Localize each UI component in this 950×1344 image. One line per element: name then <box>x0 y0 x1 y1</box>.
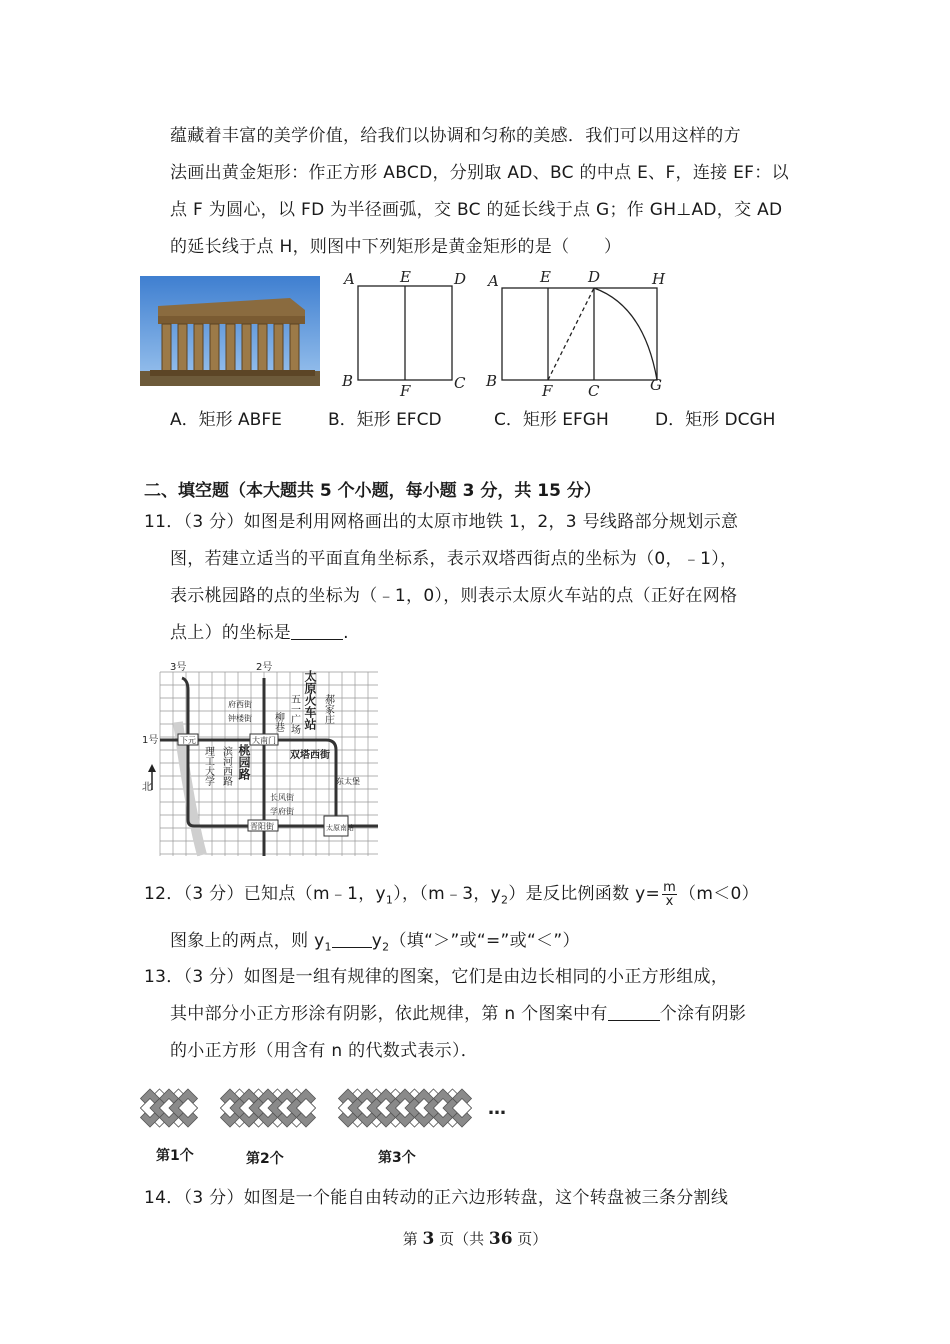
q14-line-1: 14．（3 分）如图是一个能自由转动的正六边形转盘，这个转盘被三条分割线 <box>144 1188 729 1208</box>
fig1-label-c: C <box>454 374 466 392</box>
fig1-label-e: E <box>400 268 411 286</box>
station-wuyi: 五一广场 <box>288 694 300 734</box>
fig2-label-f: F <box>542 382 553 398</box>
station-yingze: 晋阳街 <box>250 822 274 831</box>
q12-line-2: 图象上的两点，则 $y_1$ $y_2$（填“＞”或“=”或“＜”） <box>170 931 580 954</box>
q11-line-3: 表示桃园路的点的坐标为（﹣1，0），则表示太原火车站的点（正好在网格 <box>170 586 738 606</box>
q11-line-4: 点上）的坐标是 . <box>170 623 349 643</box>
fig1-label-d: D <box>454 270 467 288</box>
q13-line-2: 其中部分小正方形涂有阴影，依此规律，第 n 个图案中有 个涂有阴影 <box>170 1004 747 1024</box>
option-a: A．矩形 ABFE <box>170 410 282 430</box>
station-south: 太原南站 <box>326 824 354 832</box>
station-taiyuan: 太原火车站 <box>303 670 317 730</box>
golden-rectangle-figure <box>484 266 674 398</box>
station-dongtaibao: 东太堡 <box>336 777 360 786</box>
map-line3-label: 3号 <box>170 662 187 673</box>
square-abcd-figure <box>340 266 475 398</box>
section-heading: 二、填空题（本大题共 5 个小题，每小题 3 分，共 15 分） <box>144 481 601 501</box>
map-north-label: 北 <box>142 782 152 793</box>
station-liuxiang: 柳巷 <box>272 712 284 732</box>
footer-total-pages: 36 <box>488 1229 513 1249</box>
pattern-ellipsis: … <box>488 1098 506 1119</box>
q10-line-3: 点 F 为圆心，以 FD 为半径画弧，交 BC 的延长线于点 G；作 GH⊥AD，交 AD <box>170 200 783 220</box>
fig2-label-a: A <box>488 272 499 290</box>
station-daxinan: 大南门 <box>252 736 276 745</box>
q13-line-1: 13．（3 分）如图是一组有规律的图案，它们是由边长相同的小正方形组成， <box>144 967 729 987</box>
fig2-label-g: G <box>650 376 662 394</box>
q10-line-4: 的延长线于点 H，则图中下列矩形是黄金矩形的是（ ） <box>170 237 622 257</box>
pattern-caption-1: 第1个 <box>156 1148 194 1164</box>
q13-answer-blank <box>608 1004 660 1021</box>
q13-line-3: 的小正方形（用含有 n 的代数式表示）． <box>170 1041 479 1061</box>
fig1-label-b: B <box>342 372 354 390</box>
option-d: D．矩形 DCGH <box>655 410 776 430</box>
metro-map-figure <box>140 660 382 858</box>
station-zhonglou: 钟楼街 <box>228 714 252 723</box>
page-footer: 第 3 页（共 36 页） <box>402 1229 548 1249</box>
fig2-label-c: C <box>588 382 600 398</box>
fraction-m-over-x: $\frac{m}{x}$ <box>663 879 677 909</box>
parthenon-photo <box>140 276 320 386</box>
q10-line-2: 法画出黄金矩形：作正方形 ABCD，分别取 AD、BC 的中点 E、F，连接 EF：以 <box>170 163 789 183</box>
pattern-caption-2: 第2个 <box>246 1151 284 1167</box>
station-haojia: 郝家庄 <box>322 694 334 724</box>
q11-line-1: 11．（3 分）如图是利用网格画出的太原市地铁 1，2，3 号线路部分规划示意 <box>144 512 739 532</box>
station-xuefu: 学府街 <box>270 807 294 816</box>
fig2-label-b: B <box>486 372 498 390</box>
q11-line-2: 图，若建立适当的平面直角坐标系，表示双塔西街点的坐标为（0，﹣1）， <box>170 549 738 569</box>
q12-line-1: 12．（3 分）已知点（m﹣1，$y_1$），（m﹣3，$y_2$）是反比例函数 y= $\frac{m}{x}$ （m＜0） <box>144 879 759 909</box>
pattern-caption-3: 第3个 <box>378 1150 416 1166</box>
fig1-label-f: F <box>400 382 411 398</box>
map-line2-label: 2号 <box>256 662 273 673</box>
q11-answer-blank <box>291 623 343 640</box>
station-shuangta: 双塔西街 <box>290 750 330 761</box>
map-line1-label: 1号 <box>142 735 159 746</box>
station-ligong: 理工大学 <box>202 746 214 786</box>
station-changfeng: 长风街 <box>270 793 294 802</box>
q12-answer-blank <box>332 931 372 948</box>
fig2-label-d: D <box>588 268 601 286</box>
station-taoyuan: 桃园路 <box>237 744 251 780</box>
q10-line-1: 蕴藏着丰富的美学价值，给我们以协调和匀称的美感．我们可以用这样的方 <box>170 126 741 146</box>
fig2-label-e: E <box>540 268 551 286</box>
tile-pattern-figure <box>138 1072 518 1144</box>
footer-page-number: 3 <box>422 1229 435 1249</box>
fig1-label-a: A <box>344 270 355 288</box>
fig2-label-h: H <box>652 270 666 288</box>
station-xiayuan: 下元 <box>180 736 196 745</box>
option-c: C．矩形 EFGH <box>494 410 609 430</box>
station-binhe: 滨河西路 <box>220 746 232 786</box>
station-fuxi: 府西街 <box>228 700 252 709</box>
option-b: B．矩形 EFCD <box>328 410 442 430</box>
